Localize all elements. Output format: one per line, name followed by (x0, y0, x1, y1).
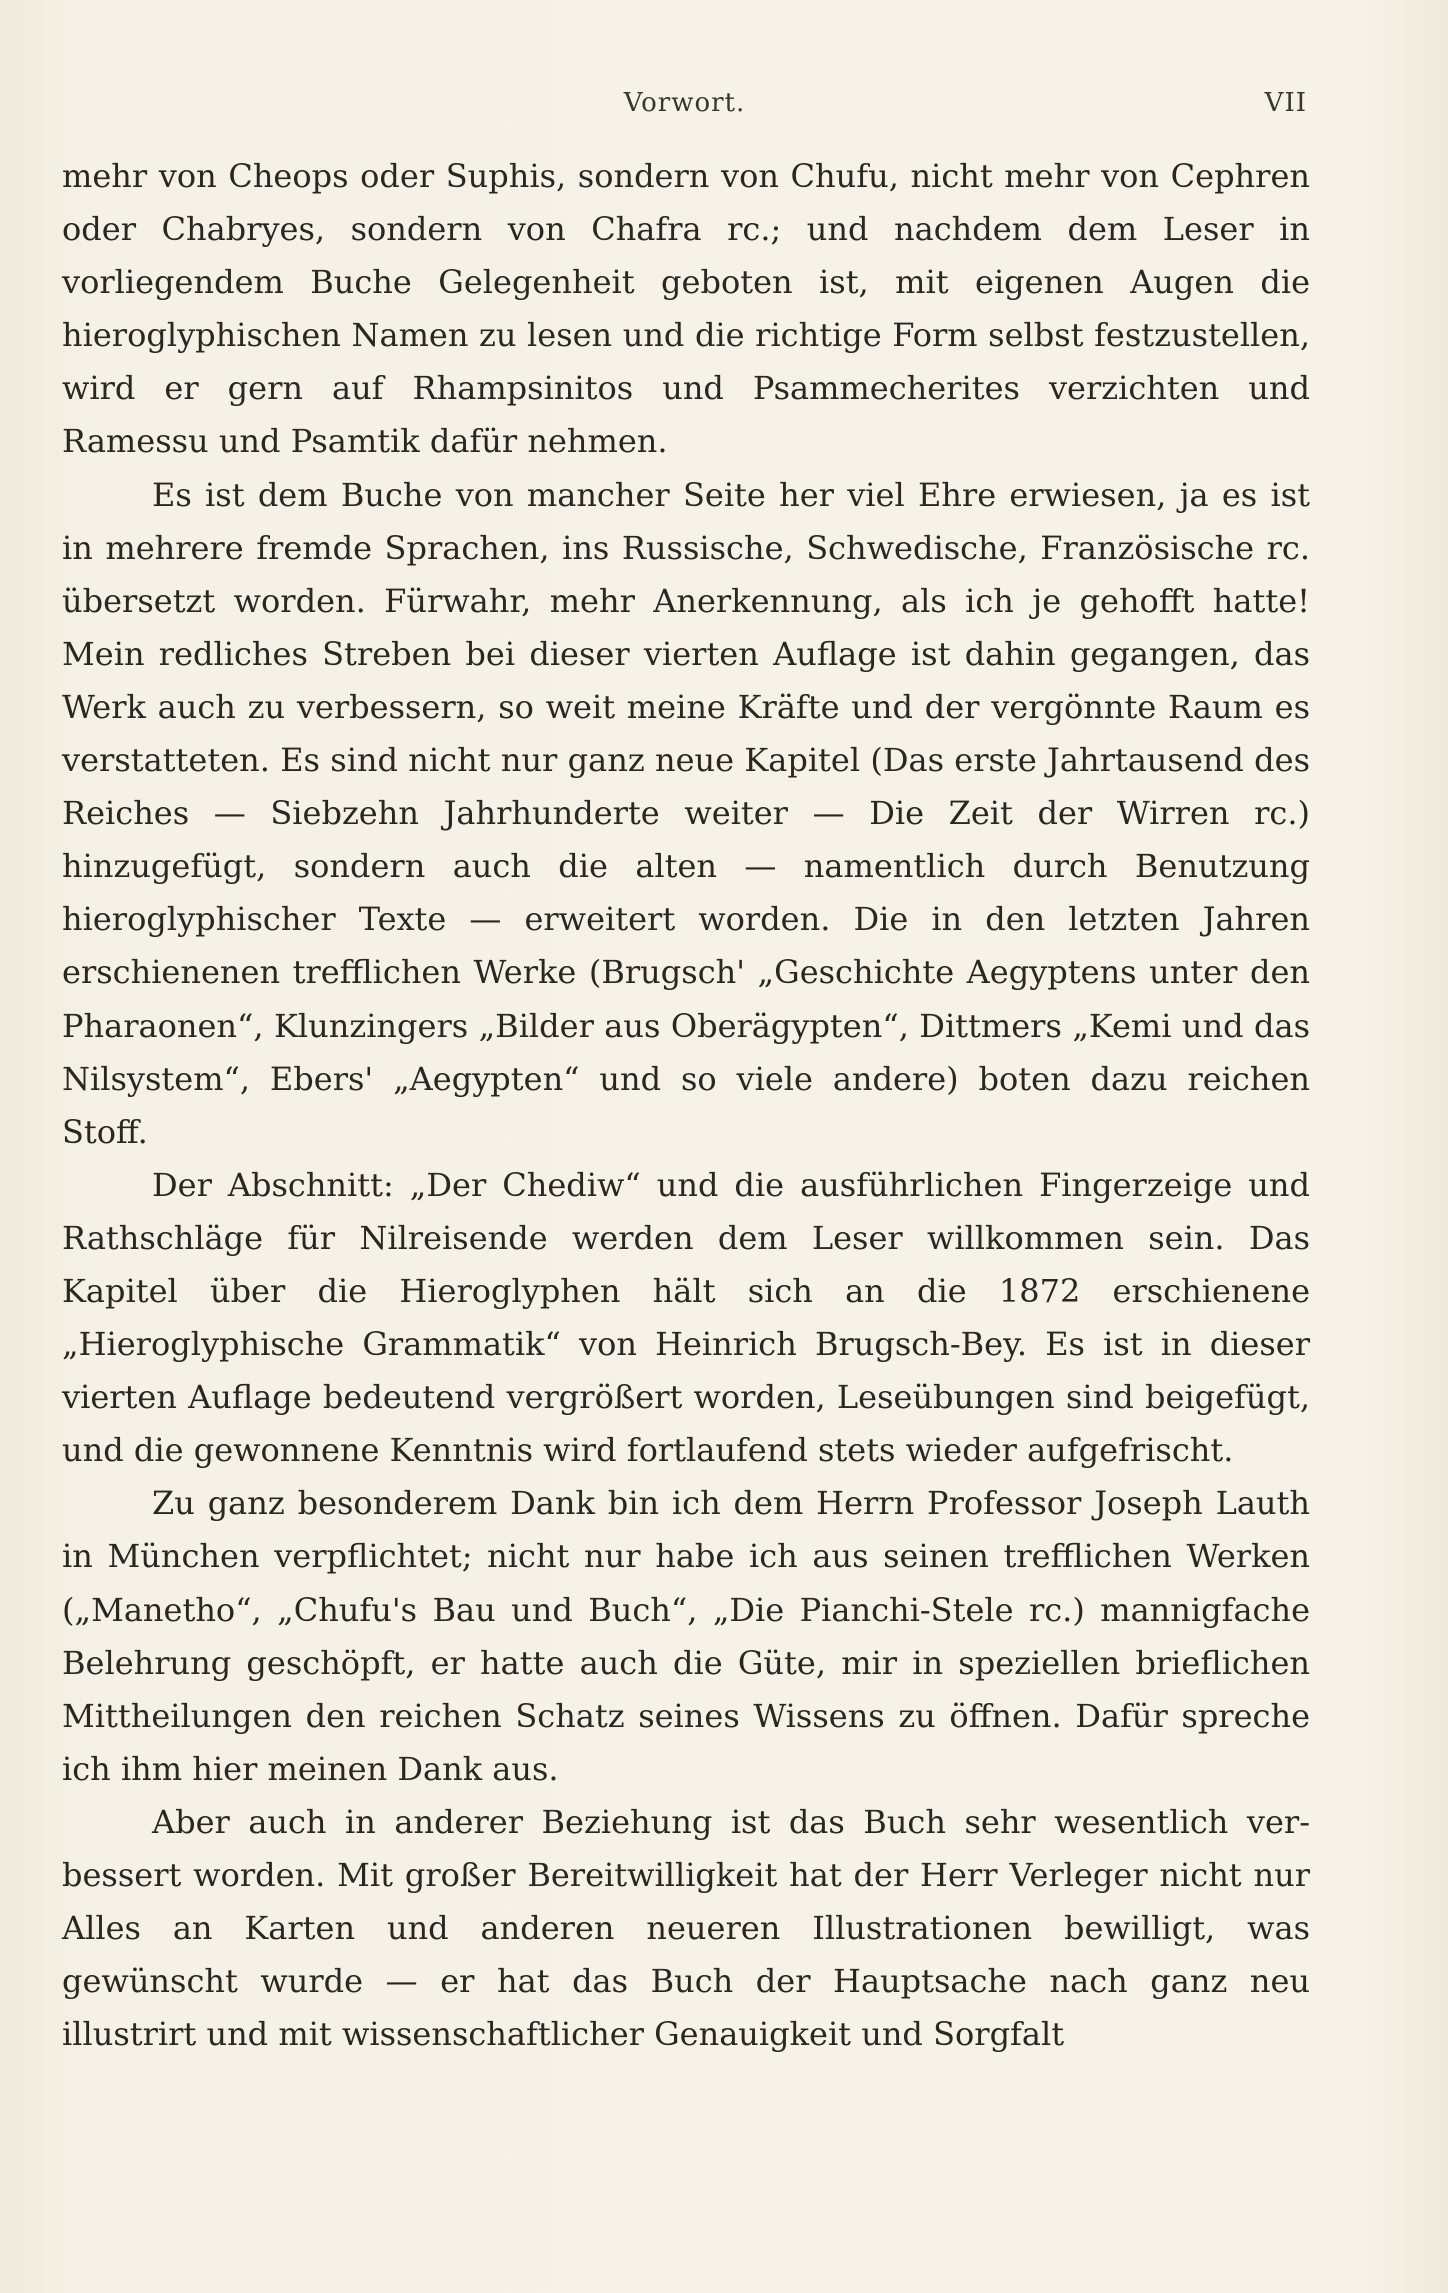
running-head (62, 88, 1307, 128)
page-number: VII (1264, 88, 1307, 118)
paragraph-khedive-section: Der Abschnitt: „Der Chediw“ und die ausführlichen Fingerzeige und Rathschläge für Nilreisende werden dem Leser willkommen sein. Das Kapitel über die Hieroglyphen hält sich an die 1872 erschienene „Hieroglyphische Grammatik“ von Heinrich Brugsch-Bey. Es ist in dieser vierten Auflage bedeutend vergrößert worden, Leseübungen sind beigefügt, und die gewonnene Kenntnis wird fortlaufend stets wieder aufgefrischt. (62, 1165, 1310, 1470)
paragraph-continuation: mehr von Cheops oder Suphis, sondern von Chufu, nicht mehr von Cephren oder Chabryes, sondern von Chafra rc.; und nachdem dem Leser in vorliegendem Buche Gelegenheit geboten ist, mit eigenen Augen die hieroglyphischen Namen zu lesen und die richtige Form selbst festzustellen, wird er gern auf Rhampsinitos und Psammecherites verzichten und Ramessu und Psamtik dafür nehmen. (62, 157, 1310, 461)
paragraph-translations: Es ist dem Buche von mancher Seite her viel Ehre erwiesen, ja es ist in mehrere fremde Sprachen, ins Russische, Schwedische, Französische rc. übersetzt worden. Fürwahr, mehr Anerkennung, als ich je gehofft hatte! Mein redliches Streben bei dieser vierten Auflage ist dahin gegangen, das Werk auch zu verbessern, so weit meine Kräfte und der vergönnte Raum es verstatteten. Es sind nicht nur ganz neue Kapitel (Das erste Jahrtausend des Reiches — Siebzehn Jahrhunderte weiter — Die Zeit der Wirren rc.) hinzugefügt, sondern auch die alten — namentlich durch Benutzung hieroglyphischer Texte — erweitert worden. Die in den letzten Jahren erschienenen trefflichen Werke (Brugsch' „Geschichte Aegyptens unter den Pharaonen“, Klunzingers „Bilder aus Oberägypten“, Dittmers „Kemi und das Nilsystem“, Ebers' „Aegypten“ und so viele andere) boten dazu reichen Stoff. (62, 475, 1310, 1151)
body-text (62, 150, 1310, 2061)
paragraph-acknowledgement: Zu ganz besonderem Dank bin ich dem Herrn Professor Joseph Lauth in München verpflichtet; nicht nur habe ich aus seinen trefflichen Werken („Manetho“, „Chufu's Bau und Buch“, „Die Pianchi-Stele rc.) mannigfache Belehrung geschöpft, er hatte auch die Güte, mir in speziellen brieflichen Mittheilungen den reichen Schatz seines Wissens zu öffnen. Dafür spreche ich ihm hier meinen Dank aus. (62, 1484, 1310, 1788)
paragraph-illustrations: Aber auch in anderer Beziehung ist das Buch sehr wesentlich verbessert worden. Mit großer Bereitwilligkeit hat der Herr Verleger nicht nur Alles an Karten und anderen neueren Illustrationen bewilligt, was gewünscht wurde — er hat das Buch der Hauptsache nach ganz neu illustrirt und mit wissenschaftlicher Genauigkeit und Sorgfalt (62, 1802, 1310, 2054)
running-head-title: Vorwort. (623, 88, 746, 118)
